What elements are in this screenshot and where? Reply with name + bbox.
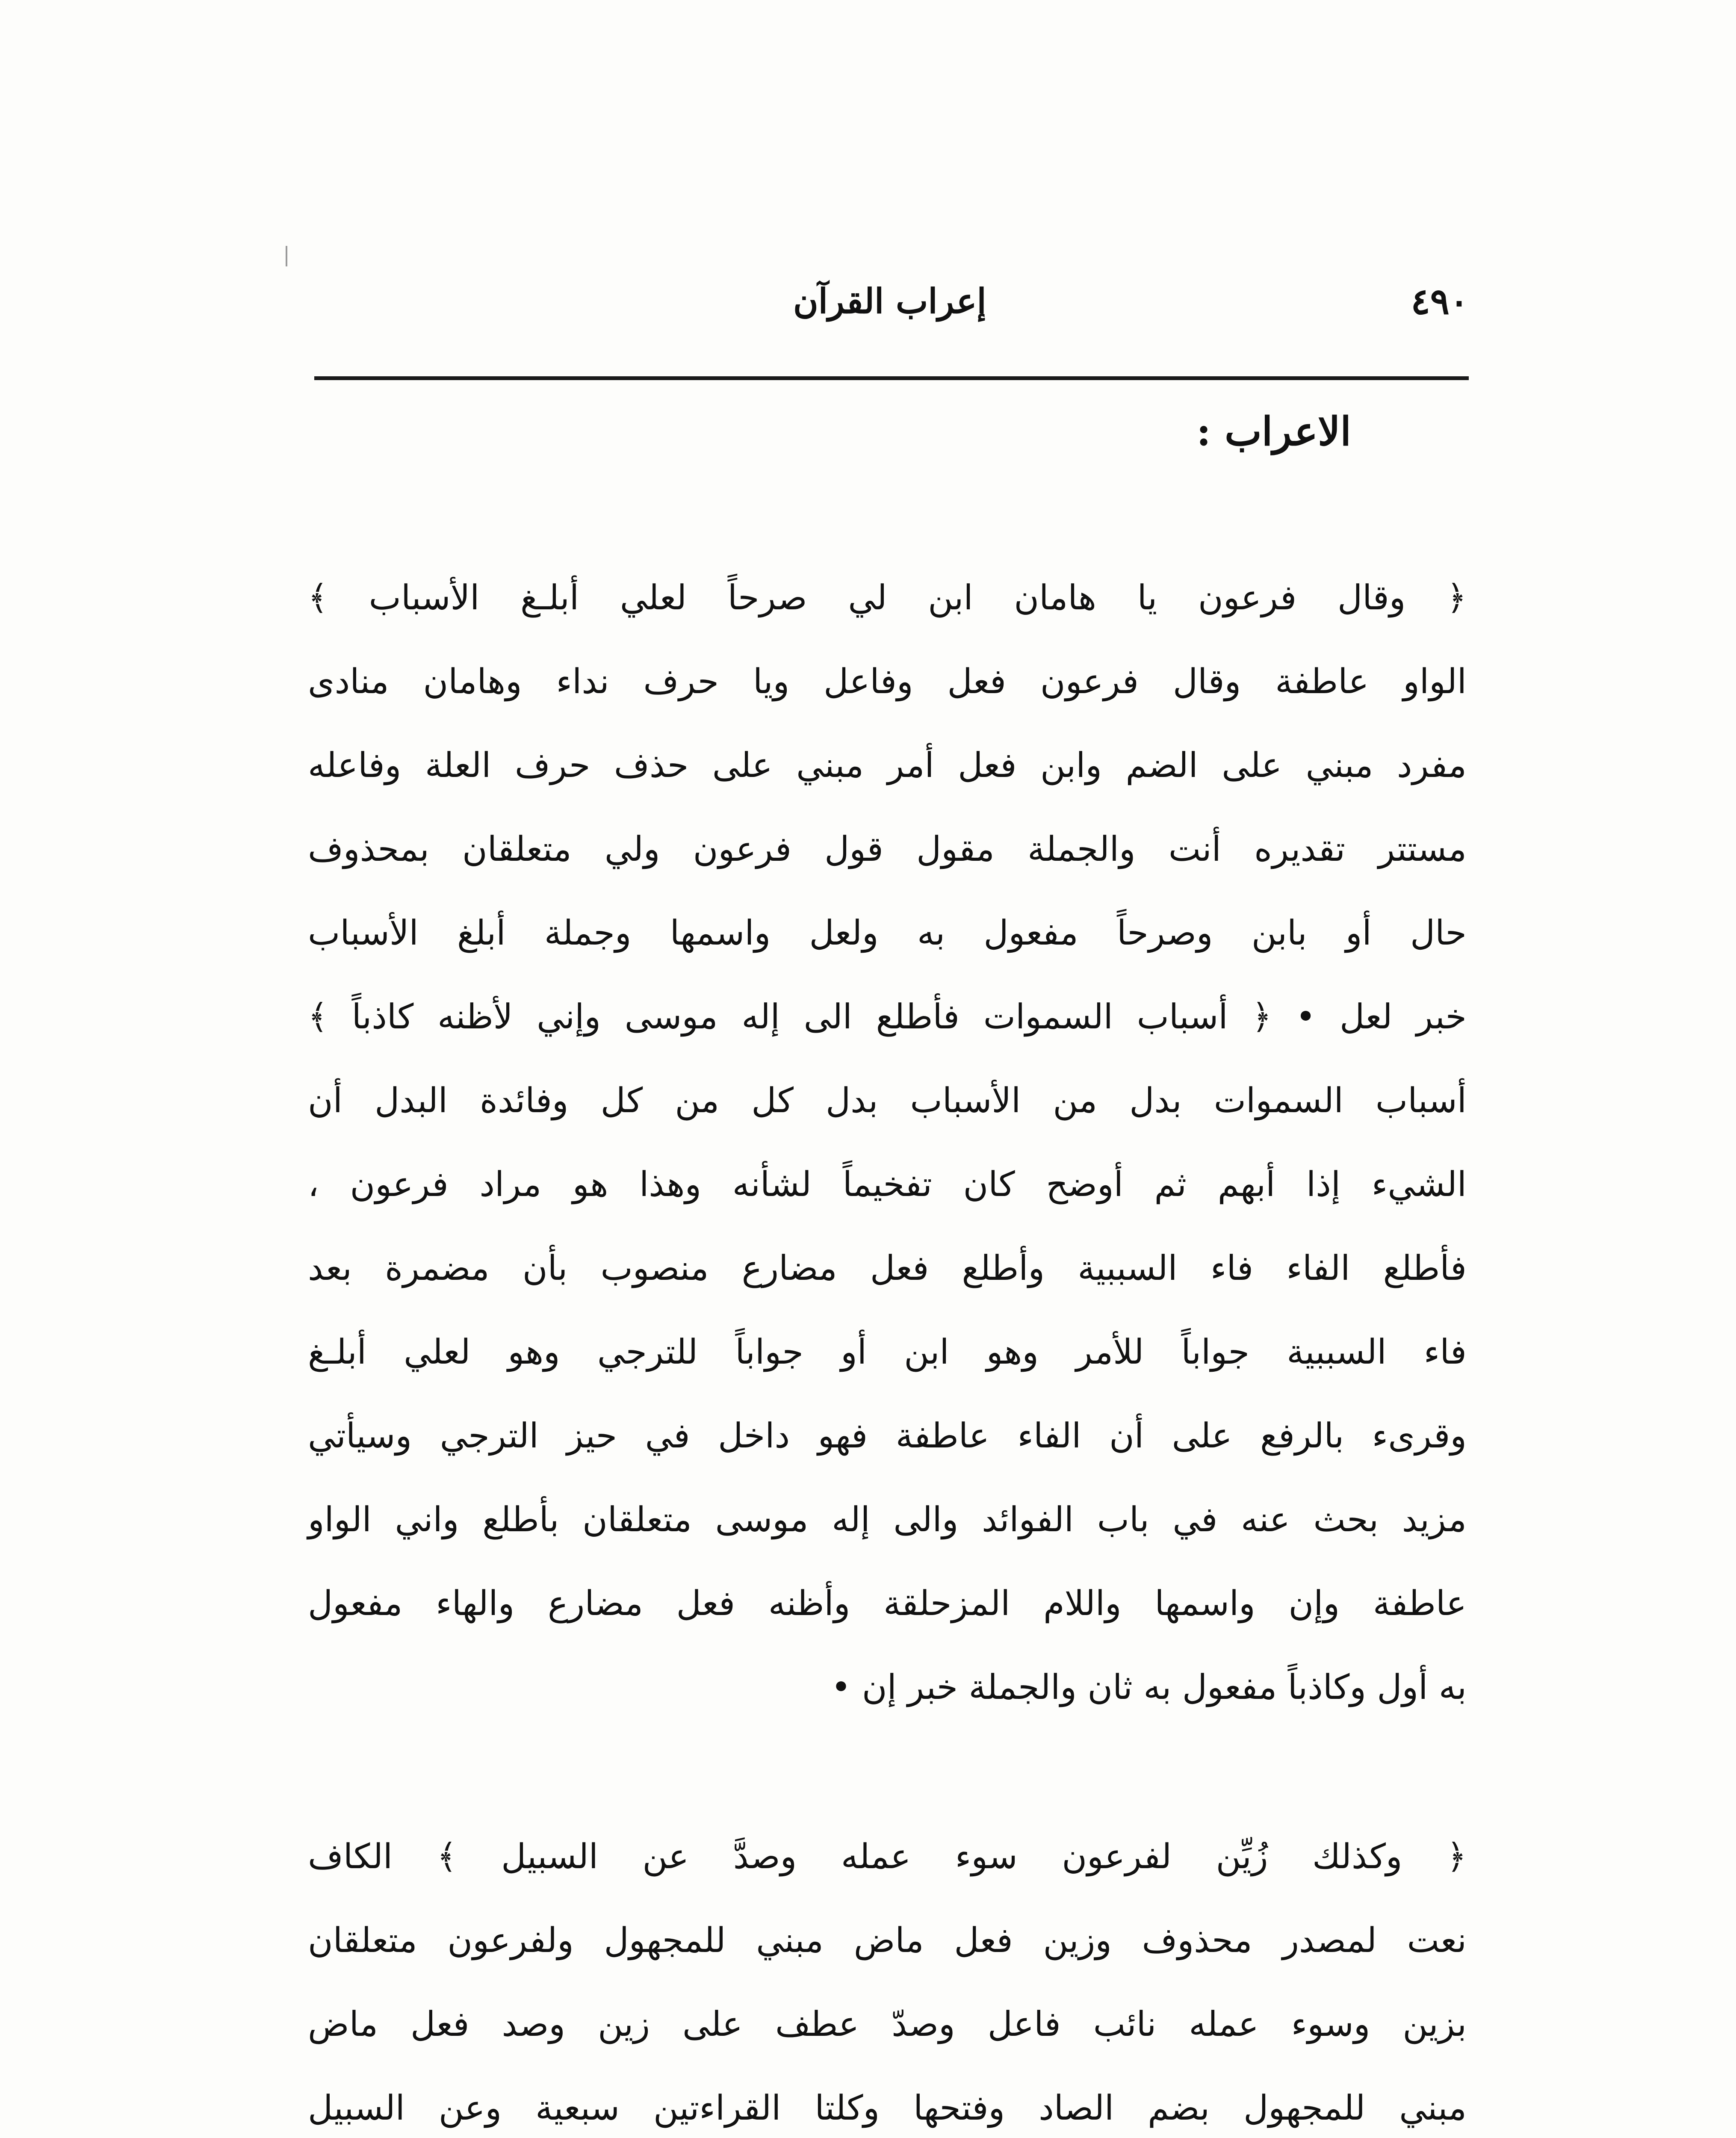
text-line: فأطلع الفاء فاء السببية وأطلع فعل مضارع منصوب بأن مضمرة بعد — [308, 1248, 1467, 1288]
page-header — [314, 280, 1469, 336]
text-line: ﴿ وكذلك زُيِّن لفرعون سوء عمله وصدَّ عن السبيل ﴾ الكاف — [308, 1837, 1467, 1876]
text-line: خبر لعل • ﴿ أسباب السموات فأطلع الى إله موسى وإني لأظنه كاذباً ﴾ — [308, 997, 1467, 1037]
page-number: ٤٩٠ — [1411, 280, 1469, 322]
text-line: نعت لمصدر محذوف وزين فعل ماض مبني للمجهول ولفرعون متعلقان — [308, 1920, 1467, 1960]
text-line: مستتر تقديره أنت والجملة مقول قول فرعون ولي متعلقان بمحذوف — [308, 829, 1467, 869]
text-line: ﴿ وقال فرعون يا هامان ابن لي صرحاً لعلي أبلـغ الأسباب ﴾ — [308, 578, 1467, 617]
text-line: وقرىء بالرفع على أن الفاء عاطفة فهو داخل في حيز الترجي وسيأتي — [308, 1416, 1467, 1456]
text-line: أسباب السموات بدل من الأسباب بدل كل من كل وفائدة البدل أن — [308, 1081, 1467, 1120]
text-line: الواو عاطفة وقال فرعون فعل وفاعل ويا حرف نداء وهامان منادى — [308, 661, 1467, 701]
scan-artifact — [286, 246, 287, 266]
body-text — [308, 556, 1467, 2138]
text-line: مزيد بحث عنه في باب الفوائد والى إله موسى متعلقان بأطلع واني الواو — [308, 1500, 1467, 1539]
header-rule — [314, 376, 1469, 380]
text-line: فاء السببية جواباً للأمر وهو ابن أو جواباً للترجي وهو لعلي أبلـغ — [308, 1332, 1467, 1372]
running-title: إعراب القرآن — [793, 281, 986, 321]
text-line: مفرد مبني على الضم وابن فعل أمر مبني على حذف حرف العلة وفاعله — [308, 745, 1467, 785]
section-heading: الاعراب : — [1196, 408, 1351, 455]
text-line: الشيء إذا أبهم ثم أوضح كان تفخيماً لشأنه وهذا هو مراد فرعون ، — [308, 1164, 1467, 1204]
paragraph — [308, 1815, 1467, 2138]
text-line: عاطفة وإن واسمها واللام المزحلقة وأظنه فعل مضارع والهاء مفعول — [308, 1583, 1467, 1623]
text-line: به أول وكاذباً مفعول به ثان والجملة خبر إن • — [831, 1667, 1467, 1707]
text-line: حال أو بابن وصرحاً مفعول به ولعل واسمها وجملة أبلغ الأسباب — [308, 913, 1467, 953]
paragraph — [308, 556, 1467, 1729]
text-line: مبني للمجهول بضم الصاد وفتحها وكلتا القراءتين سبعية وعن السبيل — [308, 2088, 1467, 2128]
text-line: بزين وسوء عمله نائب فاعل وصدّ عطف على زين وصد فعل ماض — [308, 2004, 1467, 2044]
paragraph-gap — [308, 1729, 1467, 1815]
